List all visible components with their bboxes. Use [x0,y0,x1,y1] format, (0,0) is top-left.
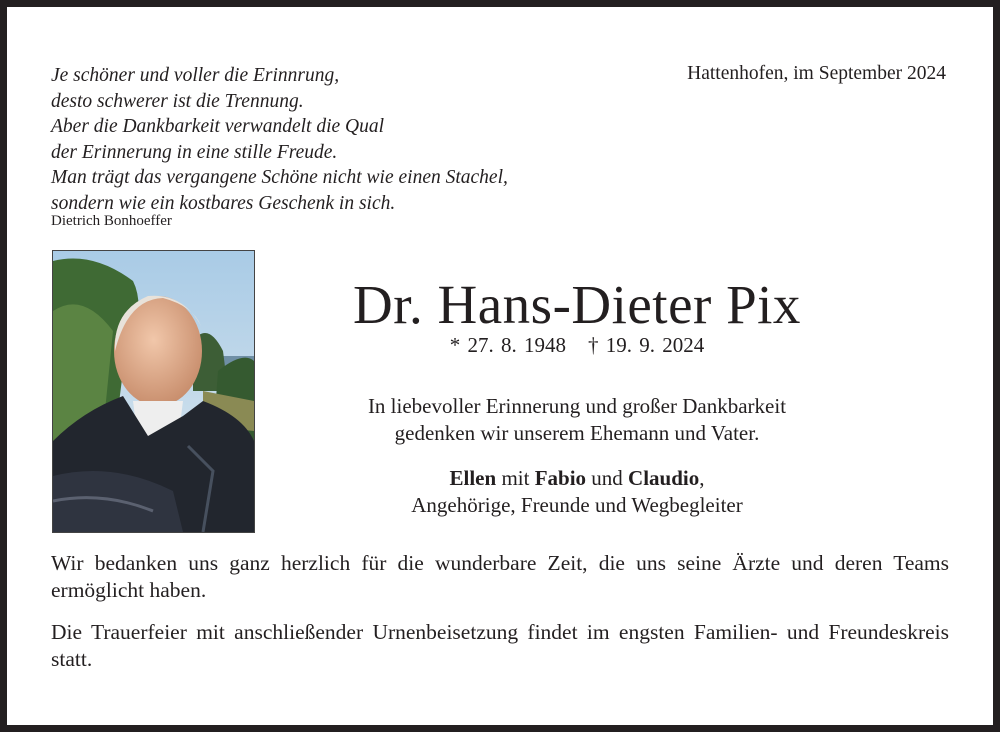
family-connector: mit [496,466,535,490]
family-name: Ellen [449,466,497,490]
life-dates [257,333,897,358]
death-date: † 19. 9. 2024 [588,333,705,357]
obituary-card [7,7,993,725]
family-name: Fabio [534,466,587,490]
quote-line: Man trägt das vergangene Schöne nicht wie einen Stachel, [51,167,508,188]
quote-line: Aber die Dankbarkeit verwandelt die Qual [51,116,385,137]
thanks-paragraph: Wir bedanken uns ganz herzlich für die wunderbare Zeit, die uns seine Ärzte und deren Teams ermöglicht haben. [51,551,949,602]
birth-date: * 27. 8. 1948 [449,333,566,357]
quote-line: der Erinnerung in eine stille Freude. [51,141,338,163]
memory-text [257,393,897,447]
quote-line: sondern wie ein kostbares Geschenk in sich. [51,192,396,214]
quote [51,63,508,216]
deceased-name: Dr. Hans-Dieter Pix [353,274,801,335]
family-line [257,465,897,492]
quote-line: Je schöner und voller die Erinnrung, [51,65,340,86]
family-connector: und [586,466,629,490]
quote-line: desto schwerer ist die Trennung. [51,90,304,112]
family-line-2: Angehörige, Freunde und Wegbegleiter [411,493,743,517]
place-date: Hattenhofen, im September 2024 [687,63,946,84]
family-signature [257,465,897,519]
family-name: Claudio [628,466,700,490]
memory-line: gedenken wir unserem Ehemann und Vater. [394,421,760,445]
funeral-paragraph: Die Trauerfeier mit anschließender Urnenbeisetzung findet im engsten Familien- und Freundeskreis statt. [51,620,949,671]
memory-line: In liebevoller Erinnerung und großer Dankbarkeit [367,394,787,418]
portrait-photo [52,250,255,533]
family-connector: , [699,466,705,490]
quote-author: Dietrich Bonhoeffer [51,213,172,229]
